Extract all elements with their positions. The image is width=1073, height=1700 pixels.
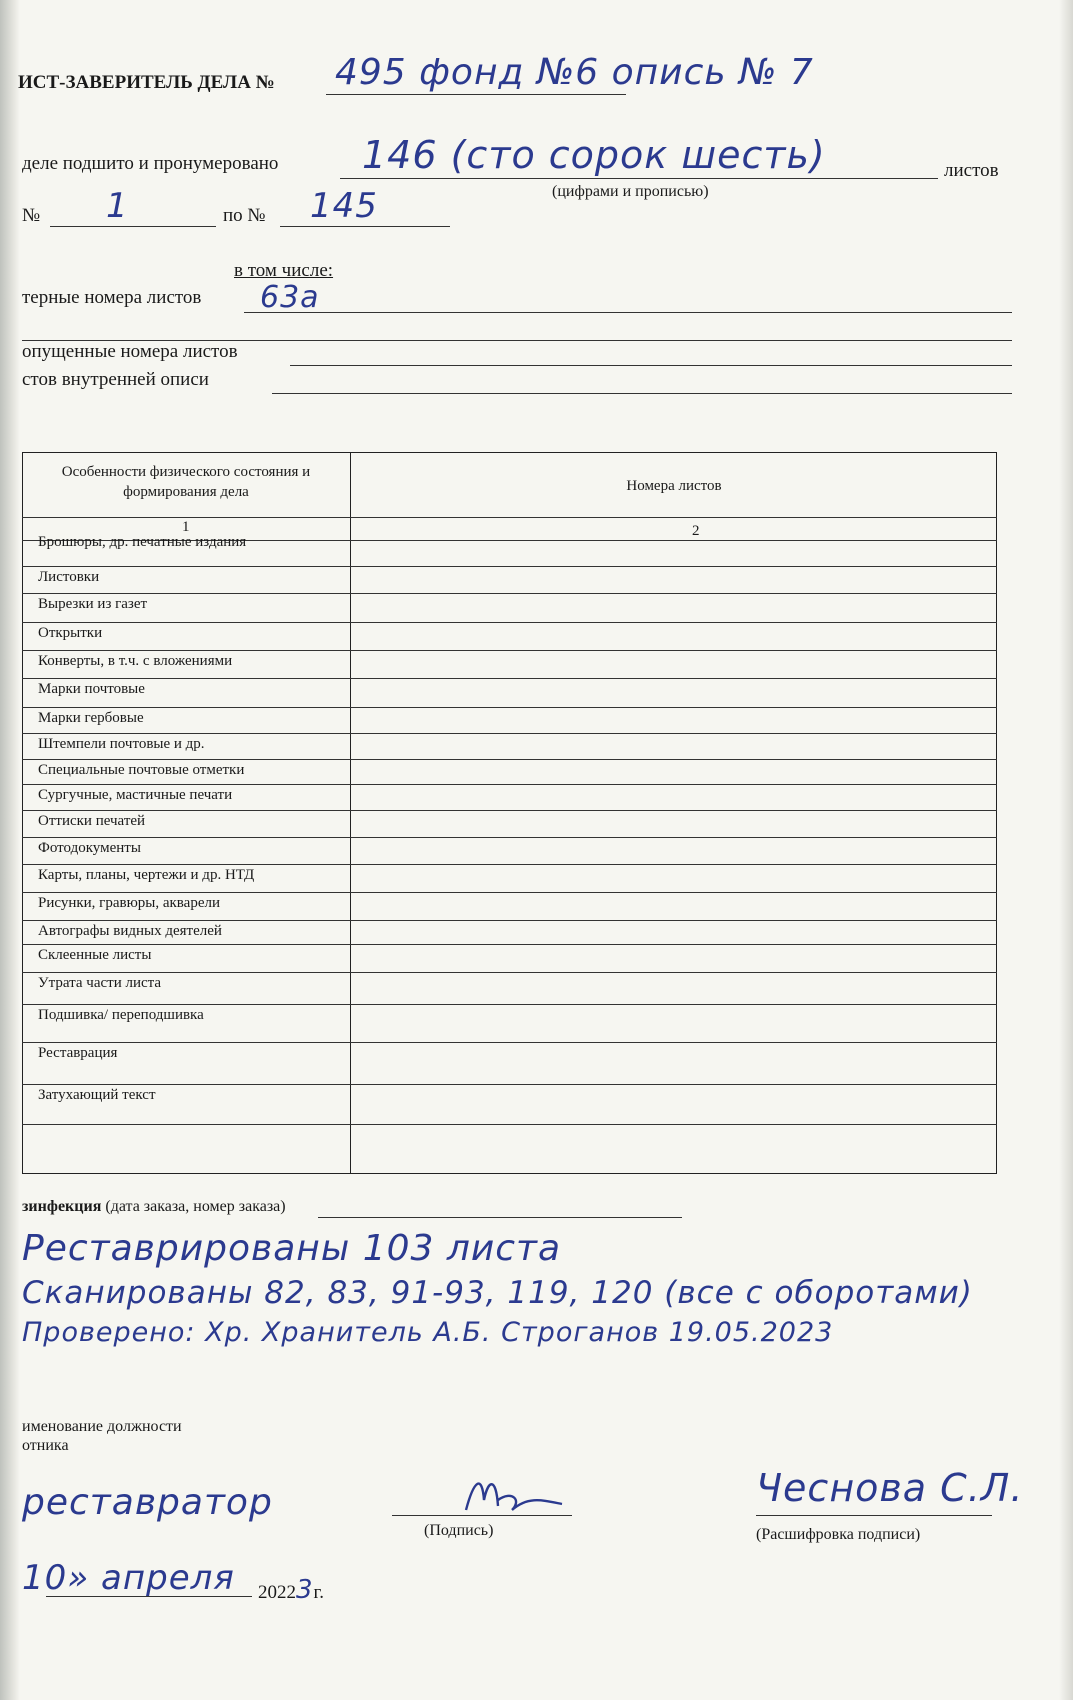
date-year: [258, 1575, 324, 1605]
table-row-rule: [22, 678, 997, 679]
column-1-header: Особенности физического состояния и формирования дела: [61, 464, 311, 500]
page-binding-edge: [0, 0, 20, 1700]
decode-handwritten: Чеснова С.Л.: [756, 1466, 1024, 1510]
table-row-rule: [22, 972, 997, 973]
decode-underline: [756, 1515, 992, 1516]
signature-mark: [452, 1470, 572, 1520]
to-underline: [280, 226, 450, 227]
signature-caption: (Подпись): [424, 1522, 494, 1539]
table-row-label: Марки почтовые: [38, 681, 145, 697]
table-row-rule: [22, 1042, 997, 1043]
decode-caption: (Расшифровка подписи): [756, 1526, 921, 1543]
bound-underline: [340, 178, 938, 179]
inner-inventory-label: стов внутренней описи: [22, 369, 209, 390]
header-rule: [22, 517, 997, 518]
position-label-2: отника: [22, 1437, 69, 1454]
year-printed: 2022: [258, 1582, 296, 1603]
table-row-rule: [22, 566, 997, 567]
position-handwritten: реставратор: [22, 1482, 273, 1523]
table-row-rule: [22, 1084, 997, 1085]
page-right-edge: [1059, 0, 1073, 1700]
table-row-label: Реставрация: [38, 1045, 118, 1061]
table-row-rule: [22, 810, 997, 811]
table-row-label: Фотодокументы: [38, 840, 141, 856]
title-handwritten-case-number: 495 фонд №6 опись № 7: [335, 52, 814, 93]
table-row-label: Штемпели почтовые и др.: [38, 736, 205, 752]
note-restored: Реставрированы 103 листа: [22, 1228, 562, 1269]
table-row-rule: [22, 944, 997, 945]
table-row-label: Сургучные, мастичные печати: [38, 787, 233, 803]
missing-numbers-label: опущенные номера листов: [22, 341, 238, 362]
from-underline: [50, 226, 216, 227]
table-row-label: Автографы видных деятелей: [38, 923, 222, 939]
table-row-label: Оттиски печатей: [38, 813, 146, 829]
inner-inventory-underline: [272, 393, 1012, 394]
from-handwritten: 1: [106, 186, 129, 226]
disinfection-underline: [318, 1217, 682, 1218]
bound-suffix: листов: [944, 160, 999, 181]
table-row-rule: [22, 892, 997, 893]
table-row-rule: [22, 1004, 997, 1005]
note-scanned: Сканированы 82, 83, 91-93, 119, 120 (все с оборотами): [22, 1275, 973, 1311]
to-label: по №: [223, 205, 266, 226]
table-row-rule: [22, 650, 997, 651]
table-row-rule: [22, 593, 997, 594]
table-row-label: Листовки: [38, 569, 100, 585]
letter-numbers-label: терные номера листов: [22, 287, 202, 308]
table-column-divider: [350, 452, 351, 1174]
table-row-label: Подшивка/ переподшивка: [38, 1007, 204, 1023]
bound-handwritten-count: 146 (сто сорок шесть): [362, 133, 826, 177]
table-row-label: Рисунки, гравюры, акварели: [38, 895, 221, 911]
table-row-rule: [22, 733, 997, 734]
disinfection-label: зинфекция: [22, 1198, 102, 1215]
to-handwritten: 145: [310, 186, 378, 226]
table-row-label: Конверты, в т.ч. с вложениями: [38, 653, 233, 669]
disinfection-line: [22, 1198, 286, 1216]
bound-hint: (цифрами и прописью): [552, 183, 709, 200]
position-label-1: именование должности: [22, 1418, 182, 1435]
missing-numbers-underline: [290, 365, 1012, 366]
table-row-rule: [22, 1124, 997, 1125]
including-label: в том числе:: [234, 260, 334, 281]
column-1-number: 1: [182, 519, 190, 535]
table-row-label: Брошюры, др. печатные издания: [38, 534, 247, 550]
column-2-number: 2: [692, 523, 700, 539]
table-row-rule: [22, 837, 997, 838]
table-row-label: Утрата части листа: [38, 975, 162, 991]
table-row-label: Склеенные листы: [38, 947, 152, 963]
condition-table: [22, 452, 997, 1174]
from-label: №: [22, 205, 41, 226]
table-row-rule: [22, 622, 997, 623]
year-handwritten-correction: 3: [296, 1575, 314, 1605]
form-title: ИСТ-ЗАВЕРИТЕЛЬ ДЕЛА №: [18, 72, 275, 93]
table-row-rule: [22, 784, 997, 785]
table-row-label: Открытки: [38, 625, 103, 641]
table-row-label: Вырезки из газет: [38, 596, 148, 612]
table-row-rule: [22, 864, 997, 865]
table-row-rule: [22, 759, 997, 760]
table-frame: [22, 452, 997, 1174]
table-row-label: Затухающий текст: [38, 1087, 156, 1103]
table-row-rule: [22, 920, 997, 921]
year-suffix: г.: [313, 1582, 324, 1603]
table-row-label: Карты, планы, чертежи и др. НТД: [38, 867, 255, 883]
column-2-header: Номера листов: [626, 478, 722, 494]
date-underline: [46, 1596, 252, 1597]
table-row-rule: [22, 707, 997, 708]
table-row-label: Марки гербовые: [38, 710, 144, 726]
note-checked: Проверено: Хр. Хранитель А.Б. Строганов 19.05.2023: [22, 1317, 834, 1348]
disinfection-hint: (дата заказа, номер заказа): [105, 1198, 286, 1215]
date-handwritten: 10» апреля: [22, 1558, 235, 1598]
bound-label: деле подшито и пронумеровано: [22, 153, 279, 174]
title-underline: [326, 94, 626, 95]
letter-numbers-handwritten: 63а: [260, 280, 320, 315]
letter-numbers-underline: [244, 312, 1012, 313]
table-row-label: Специальные почтовые отметки: [38, 762, 245, 778]
